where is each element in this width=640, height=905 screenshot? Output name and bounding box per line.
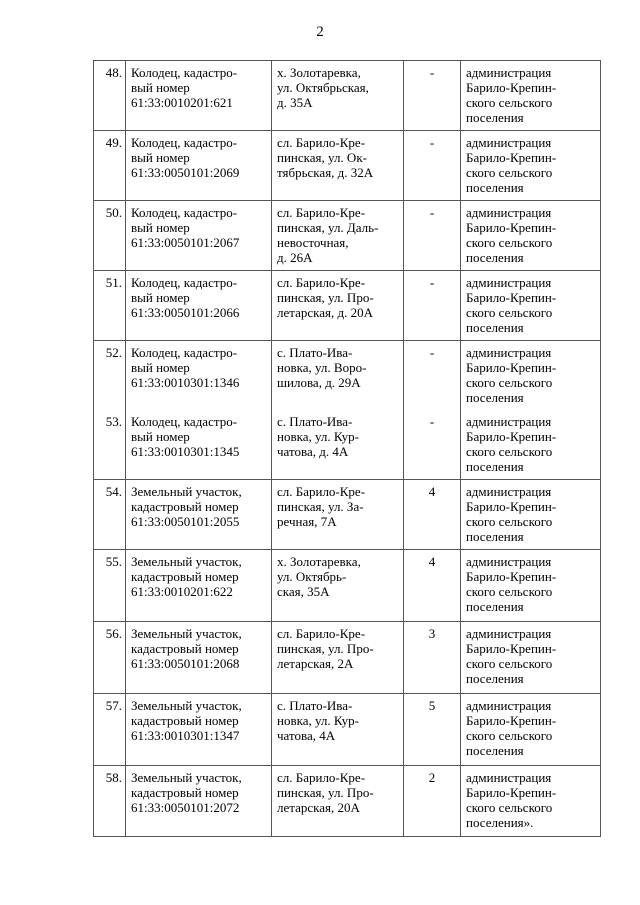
object-name-line: 61:33:0050101:2072	[131, 800, 240, 815]
row-number: 52.	[94, 341, 126, 411]
page-number: 2	[316, 24, 324, 40]
object-owner-line: ского сельского	[466, 95, 553, 110]
object-name	[126, 271, 272, 341]
object-quantity: -	[404, 410, 461, 480]
table-row	[94, 341, 601, 411]
object-name-line: Колодец, кадастро-	[131, 275, 238, 290]
object-address-line: д. 26А	[277, 250, 313, 265]
object-owner-line: Барило-Крепин-	[466, 429, 557, 444]
row-number: 53.	[94, 410, 126, 480]
object-name-line: кадастровый номер	[131, 713, 239, 728]
property-table	[93, 60, 601, 837]
object-name	[126, 694, 272, 766]
object-name-line: кадастровый номер	[131, 499, 239, 514]
object-name-line: вый номер	[131, 150, 190, 165]
object-name-line: 61:33:0050101:2069	[131, 165, 240, 180]
object-address	[272, 694, 404, 766]
table-row	[94, 550, 601, 622]
object-owner-line: Барило-Крепин-	[466, 220, 557, 235]
object-address-line: чатова, д. 4А	[277, 444, 349, 459]
object-name	[126, 410, 272, 480]
object-quantity: -	[404, 341, 461, 411]
object-address	[272, 550, 404, 622]
row-number: 50.	[94, 201, 126, 271]
object-quantity: -	[404, 201, 461, 271]
object-owner-line: Барило-Крепин-	[466, 569, 557, 584]
object-address-line: х. Золотаревка,	[277, 554, 361, 569]
object-owner-line: Барило-Крепин-	[466, 641, 557, 656]
object-address	[272, 766, 404, 837]
object-quantity: 4	[404, 550, 461, 622]
object-name-line: кадастровый номер	[131, 785, 239, 800]
object-name-line: Колодец, кадастро-	[131, 65, 238, 80]
object-owner-line: администрация	[466, 135, 552, 150]
object-name-line: кадастровый номер	[131, 569, 239, 584]
object-owner-line: Барило-Крепин-	[466, 499, 557, 514]
object-address-line: летарская, 20А	[277, 800, 360, 815]
object-name	[126, 341, 272, 411]
object-address-line: шилова, д. 29А	[277, 375, 361, 390]
object-name-line: кадастровый номер	[131, 641, 239, 656]
object-owner-line: ского сельского	[466, 165, 553, 180]
object-owner-line: администрация	[466, 414, 552, 429]
object-quantity: 2	[404, 766, 461, 837]
object-address-line: новка, ул. Кур-	[277, 713, 359, 728]
object-name	[126, 131, 272, 201]
object-address	[272, 622, 404, 694]
object-address	[272, 201, 404, 271]
row-number: 56.	[94, 622, 126, 694]
object-owner-line: администрация	[466, 65, 552, 80]
object-owner-line: ского сельского	[466, 375, 553, 390]
object-address-line: х. Золотаревка,	[277, 65, 361, 80]
row-number: 48.	[94, 61, 126, 131]
object-owner	[461, 410, 601, 480]
object-name-line: вый номер	[131, 290, 190, 305]
object-name-line: Колодец, кадастро-	[131, 135, 238, 150]
object-quantity: 3	[404, 622, 461, 694]
table-row	[94, 410, 601, 480]
object-name-line: 61:33:0010301:1347	[131, 728, 240, 743]
object-name-line: Земельный участок,	[131, 484, 242, 499]
table-body	[94, 61, 601, 837]
object-address-line: с. Плато-Ива-	[277, 414, 353, 429]
object-address-line: ская, 35А	[277, 584, 330, 599]
object-address-line: летарская, д. 20А	[277, 305, 374, 320]
object-owner-line: ского сельского	[466, 305, 553, 320]
object-owner-line: администрация	[466, 205, 552, 220]
object-name	[126, 766, 272, 837]
object-address-line: летарская, 2А	[277, 656, 354, 671]
object-owner	[461, 201, 601, 271]
object-address-line: сл. Барило-Кре-	[277, 205, 366, 220]
object-owner-line: поселения	[466, 743, 524, 758]
object-name-line: Колодец, кадастро-	[131, 414, 238, 429]
object-quantity: -	[404, 61, 461, 131]
object-owner-line: поселения	[466, 390, 524, 405]
object-name	[126, 622, 272, 694]
object-owner-line: Барило-Крепин-	[466, 360, 557, 375]
object-name-line: 61:33:0010301:1346	[131, 375, 240, 390]
object-name-line: Колодец, кадастро-	[131, 345, 238, 360]
object-address-line: тябрьская, д. 32А	[277, 165, 374, 180]
object-owner-line: поселения	[466, 599, 524, 614]
object-address-line: речная, 7А	[277, 514, 337, 529]
object-owner-line: администрация	[466, 626, 552, 641]
object-quantity: -	[404, 271, 461, 341]
object-quantity: 4	[404, 480, 461, 550]
object-owner	[461, 550, 601, 622]
table-row	[94, 131, 601, 201]
object-name	[126, 61, 272, 131]
row-number: 57.	[94, 694, 126, 766]
object-name-line: 61:33:0050101:2055	[131, 514, 240, 529]
object-owner-line: администрация	[466, 484, 552, 499]
object-name-line: Колодец, кадастро-	[131, 205, 238, 220]
table-row	[94, 622, 601, 694]
object-address-line: пинская, ул. За-	[277, 499, 364, 514]
object-owner-line: ского сельского	[466, 514, 553, 529]
object-owner-line: администрация	[466, 275, 552, 290]
object-owner-line: поселения	[466, 671, 524, 686]
table-row	[94, 480, 601, 550]
object-address-line: д. 35А	[277, 95, 313, 110]
object-owner-line: Барило-Крепин-	[466, 150, 557, 165]
object-address-line: невосточная,	[277, 235, 349, 250]
row-number: 58.	[94, 766, 126, 837]
object-address-line: сл. Барило-Кре-	[277, 770, 366, 785]
object-address-line: новка, ул. Кур-	[277, 429, 359, 444]
object-owner-line: администрация	[466, 698, 552, 713]
row-number: 55.	[94, 550, 126, 622]
object-address	[272, 61, 404, 131]
object-owner-line: Барило-Крепин-	[466, 785, 557, 800]
object-address-line: с. Плато-Ива-	[277, 698, 353, 713]
object-address-line: с. Плато-Ива-	[277, 345, 353, 360]
object-owner-line: Барило-Крепин-	[466, 713, 557, 728]
object-owner-line: администрация	[466, 345, 552, 360]
object-owner-line: администрация	[466, 770, 552, 785]
object-quantity: 5	[404, 694, 461, 766]
object-name-line: 61:33:0050101:2068	[131, 656, 240, 671]
object-address-line: сл. Барило-Кре-	[277, 135, 366, 150]
object-owner-line: поселения	[466, 110, 524, 125]
object-address	[272, 271, 404, 341]
object-name-line: 61:33:0010301:1345	[131, 444, 240, 459]
object-owner	[461, 622, 601, 694]
object-name-line: 61:33:0050101:2067	[131, 235, 240, 250]
object-owner	[461, 271, 601, 341]
object-owner	[461, 341, 601, 411]
object-owner-line: ского сельского	[466, 235, 553, 250]
object-owner-line: ского сельского	[466, 728, 553, 743]
object-name-line: 61:33:0010201:621	[131, 95, 233, 110]
object-name	[126, 550, 272, 622]
object-owner-line: Барило-Крепин-	[466, 80, 557, 95]
object-address-line: пинская, ул. Про-	[277, 290, 374, 305]
object-address-line: пинская, ул. Про-	[277, 641, 374, 656]
object-address-line: сл. Барило-Кре-	[277, 626, 366, 641]
row-number: 49.	[94, 131, 126, 201]
object-owner-line: поселения	[466, 529, 524, 544]
object-name-line: вый номер	[131, 80, 190, 95]
object-owner	[461, 694, 601, 766]
object-name	[126, 480, 272, 550]
object-owner	[461, 480, 601, 550]
object-owner-line: ского сельского	[466, 584, 553, 599]
object-owner-line: поселения	[466, 459, 524, 474]
object-name-line: 61:33:0010201:622	[131, 584, 233, 599]
table-row	[94, 271, 601, 341]
table-row	[94, 766, 601, 837]
object-address-line: пинская, ул. Даль-	[277, 220, 379, 235]
object-name-line: вый номер	[131, 429, 190, 444]
object-address-line: чатова, 4А	[277, 728, 336, 743]
object-owner-line: поселения».	[466, 815, 534, 830]
object-name-line: 61:33:0050101:2066	[131, 305, 240, 320]
object-owner-line: Барило-Крепин-	[466, 290, 557, 305]
row-number: 51.	[94, 271, 126, 341]
object-address-line: сл. Барило-Кре-	[277, 484, 366, 499]
object-quantity: -	[404, 131, 461, 201]
object-name	[126, 201, 272, 271]
object-name-line: вый номер	[131, 220, 190, 235]
object-owner-line: администрация	[466, 554, 552, 569]
object-name-line: Земельный участок,	[131, 626, 242, 641]
table-row	[94, 694, 601, 766]
object-address	[272, 410, 404, 480]
object-owner-line: поселения	[466, 180, 524, 195]
object-name-line: вый номер	[131, 360, 190, 375]
object-address-line: новка, ул. Воро-	[277, 360, 367, 375]
row-number: 54.	[94, 480, 126, 550]
object-name-line: Земельный участок,	[131, 770, 242, 785]
object-address-line: ул. Октябрь-	[277, 569, 347, 584]
object-owner-line: ского сельского	[466, 656, 553, 671]
object-owner-line: поселения	[466, 250, 524, 265]
object-address-line: пинская, ул. Про-	[277, 785, 374, 800]
object-owner	[461, 131, 601, 201]
object-address	[272, 480, 404, 550]
object-address	[272, 131, 404, 201]
object-address-line: ул. Октябрьская,	[277, 80, 369, 95]
object-owner-line: ского сельского	[466, 444, 553, 459]
object-name-line: Земельный участок,	[131, 554, 242, 569]
table-row	[94, 61, 601, 131]
object-address-line: пинская, ул. Ок-	[277, 150, 367, 165]
object-owner-line: поселения	[466, 320, 524, 335]
object-owner-line: ского сельского	[466, 800, 553, 815]
object-owner	[461, 766, 601, 837]
object-address	[272, 341, 404, 411]
object-name-line: Земельный участок,	[131, 698, 242, 713]
object-address-line: сл. Барило-Кре-	[277, 275, 366, 290]
table-row	[94, 201, 601, 271]
object-owner	[461, 61, 601, 131]
